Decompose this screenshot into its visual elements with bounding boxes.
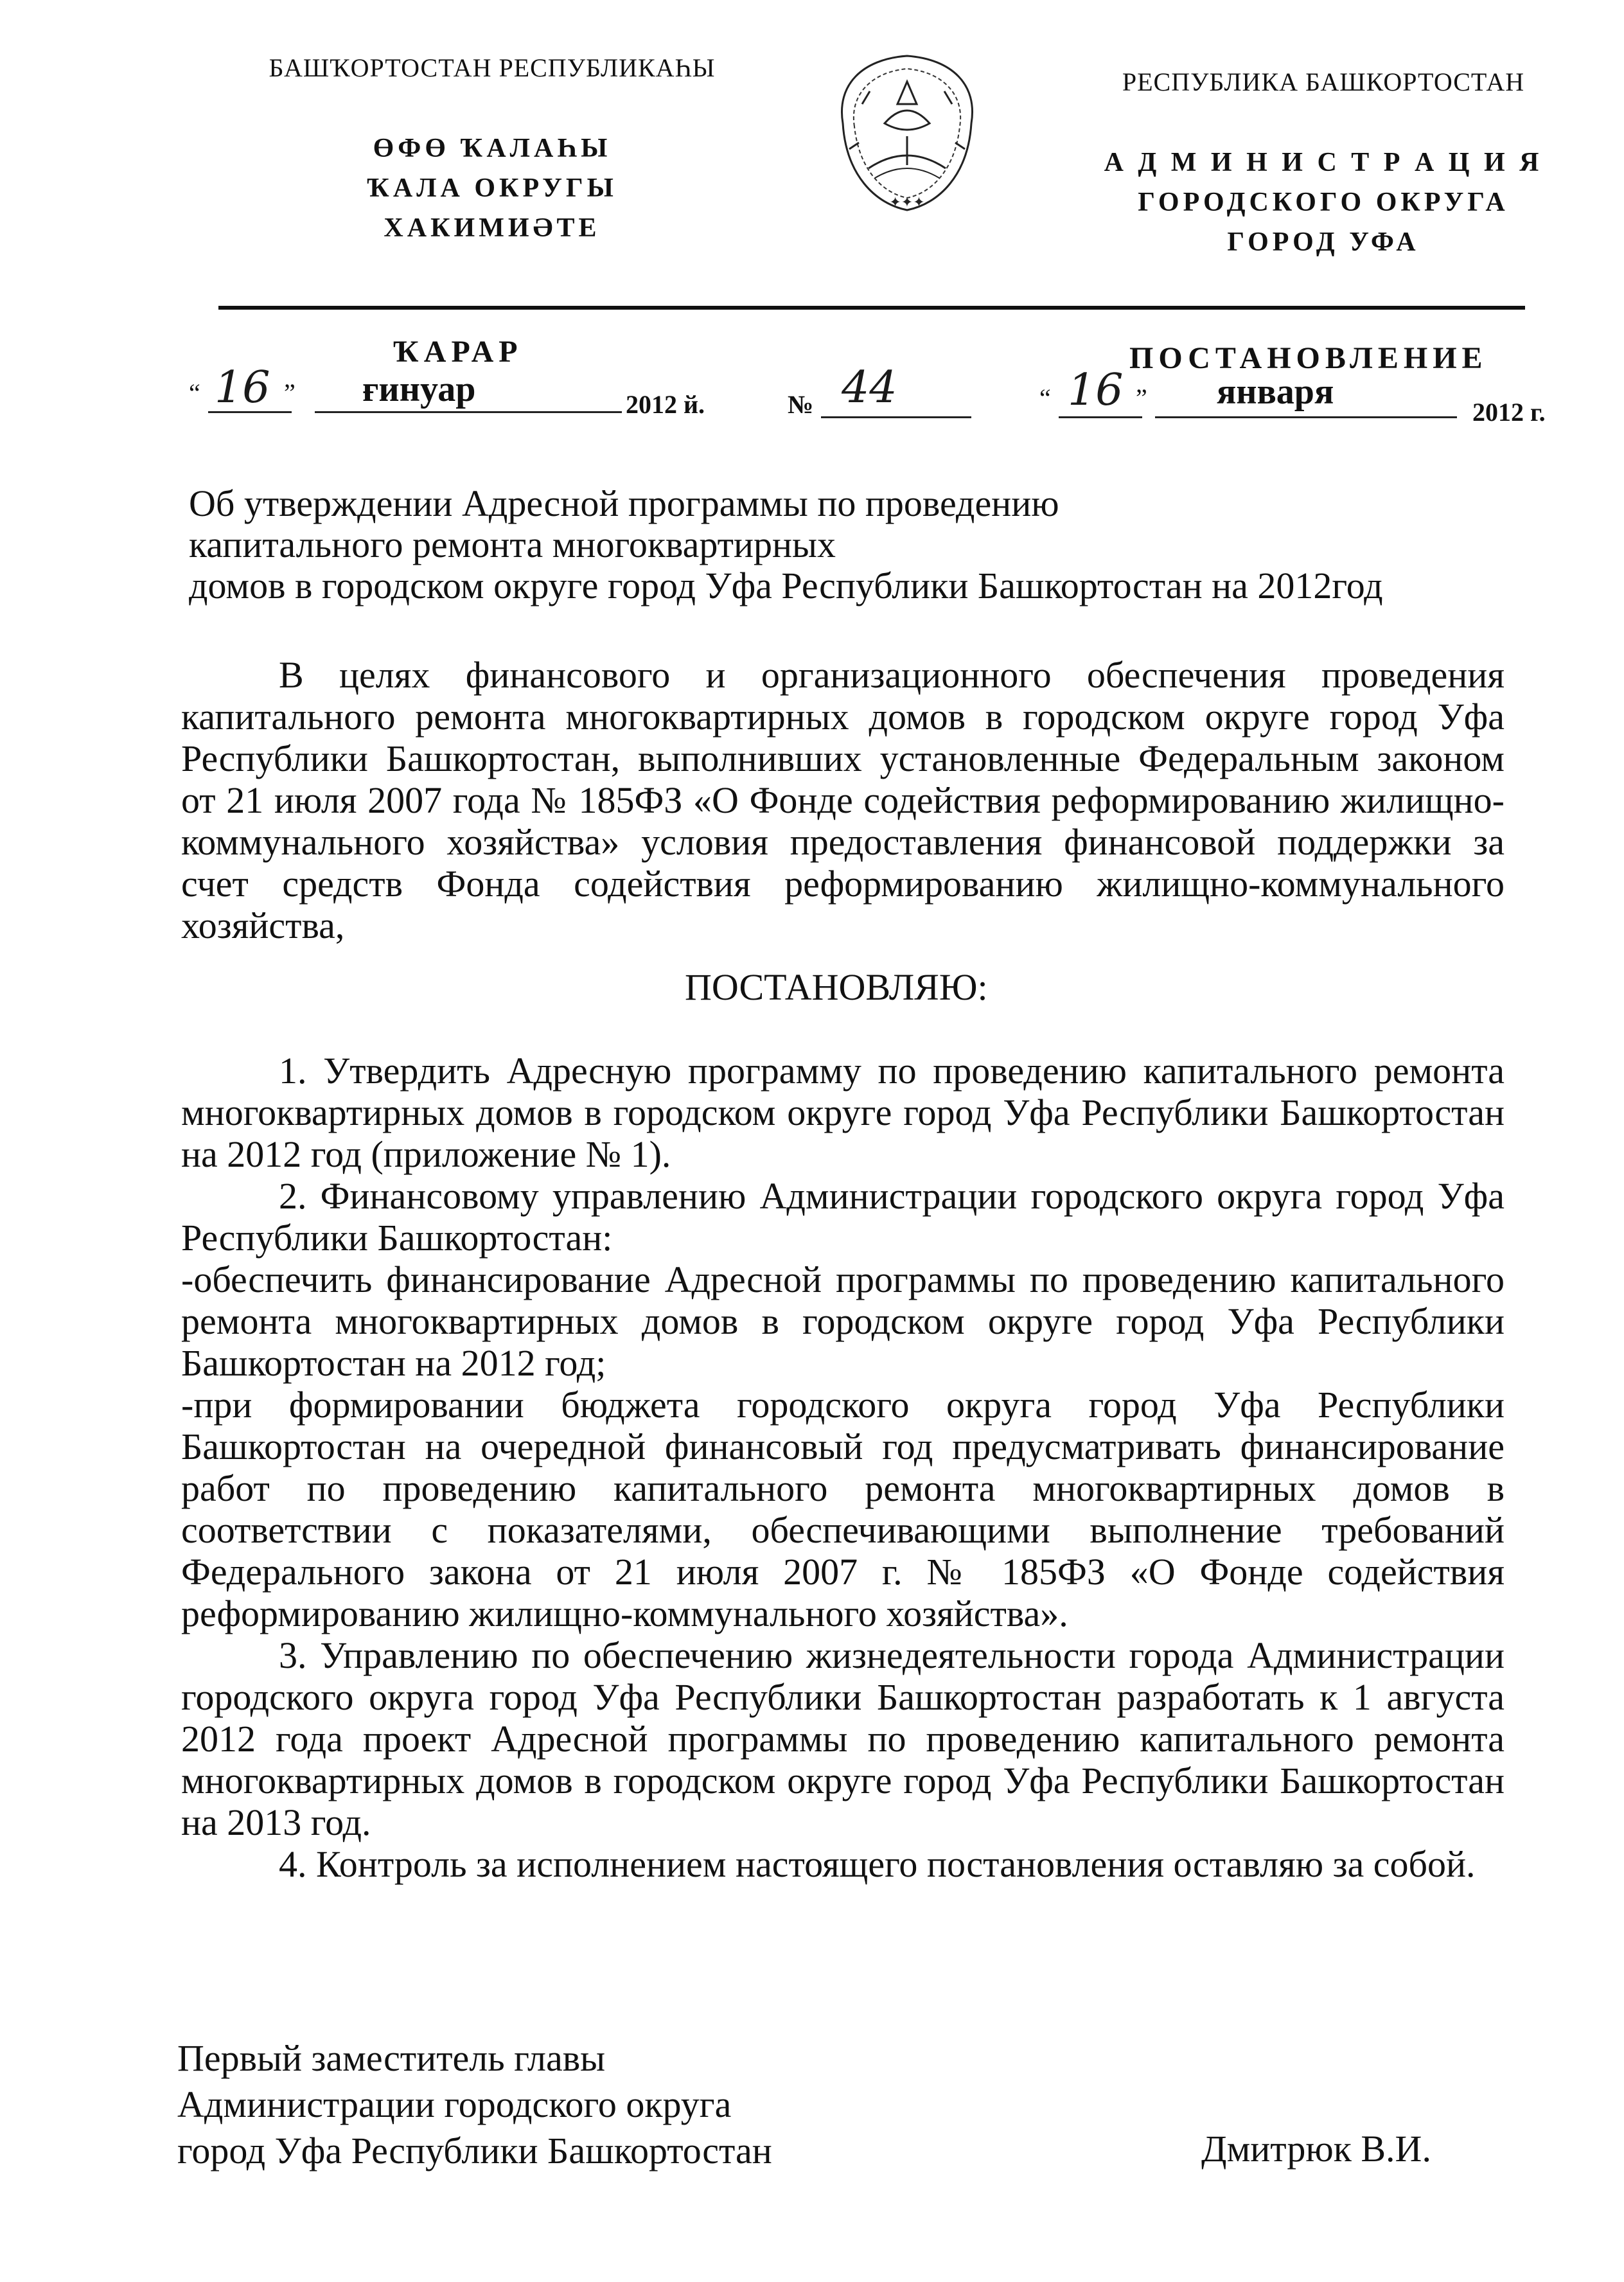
header-right-line1: РЕСПУБЛИКА БАШКОРТОСТАН xyxy=(1122,67,1525,96)
header-right-org xyxy=(1066,143,1580,262)
header-right-line3: ГОРОДСКОГО ОКРУГА xyxy=(1138,188,1509,217)
header-left-line1: БАШҠОРТОСТАН РЕСПУБЛИКАҺЫ xyxy=(269,53,716,82)
item-3: 3. Управлению по обеспечению жизнедеятельности города Администрации городского округа город Уфа Республики Башкортостан разработать к 1 августа 2012 года проект Адресной программы по проведению капитального ремонта многоквартирных домов в городском округе город Уфа Республики Башкортостан на 2013 год. xyxy=(181,1634,1505,1843)
header-left-line2: ӨФӨ ҠАЛАҺЫ xyxy=(373,134,612,163)
right-date-day: 16 xyxy=(1068,365,1124,416)
signature-line1: Первый заместитель главы xyxy=(177,2037,606,2079)
signature-line2: Администрации городского округа xyxy=(177,2083,732,2125)
left-date-close-quote: ” xyxy=(284,378,296,407)
header-left-line3: ҠАЛА ОКРУГЫ xyxy=(367,173,617,203)
left-date-day: 16 xyxy=(215,362,270,413)
header-left-line4: ХАКИМИӘТЕ xyxy=(384,213,601,243)
svg-text:✦✦✦: ✦✦✦ xyxy=(889,194,925,210)
right-date-year: 2012 г. xyxy=(1472,398,1546,427)
coat-of-arms-emblem xyxy=(824,46,991,220)
number-value: 44 xyxy=(842,362,897,413)
header-divider xyxy=(218,306,1525,310)
title-line1: Об утверждении Адресной программы по проведению xyxy=(189,482,1059,524)
item-4: 4. Контроль за исполнением настоящего постановления оставляю за собой. xyxy=(279,1843,1476,1885)
header-left-org xyxy=(203,128,781,248)
decree-number xyxy=(788,362,993,424)
right-date-open-quote: “ xyxy=(1039,384,1052,412)
item-2-b: -при формировании бюджета городского округа город Уфа Республики Башкортостан на очередной финансовый год предусматривать финансирование работ по проведению капитального ремонта многоквартирных домов в соответствии с показателями, обеспечивающими выполнение требований Федерального закона от 21 июля 2007 г. № 185ФЗ «О Фонде содействия реформированию жилищно-коммунального хозяйства». xyxy=(181,1384,1505,1634)
preamble-block xyxy=(181,654,1505,946)
right-date-line xyxy=(1039,365,1579,429)
header-right-line2: А Д М И Н И С Т Р А Ц И Я xyxy=(1104,148,1543,177)
signature-block xyxy=(177,2035,1012,2174)
items-block xyxy=(181,1050,1505,1885)
item-2-a: -обеспечить финансирование Адресной программы по проведению капитального ремонта многоквартирных домов в городском округе город Уфа Республики Башкортостан на 2012 год; xyxy=(181,1259,1505,1384)
right-date-month: января xyxy=(1217,372,1334,412)
left-date-month: ғинуар xyxy=(362,369,476,409)
title-line3: домов в городском округе город Уфа Республики Башкортостан на 2012год xyxy=(189,565,1383,606)
left-date-year: 2012 й. xyxy=(626,390,705,419)
postanovlenie-label: ПОСТАНОВЛЕНИЕ xyxy=(1129,341,1488,375)
right-date-close-quote: ” xyxy=(1136,384,1148,412)
item-1: 1. Утвердить Адресную программу по проведению капитального ремонта многоквартирных домов в городском округе город Уфа Республики Башкортостан на 2012 год (приложение № 1). xyxy=(181,1050,1505,1175)
item-2-intro: 2. Финансовому управлению Администрации городского округа город Уфа Республики Башкортостан: xyxy=(181,1175,1505,1259)
preamble-paragraph: В целях финансового и организационного обеспечения проведения капитального ремонта многоквартирных домов в городском округе город Уфа Республики Башкортостан, выполнивших установленные Федеральным законом от 21 июля 2007 года № 185ФЗ «О Фонде содействия реформированию жилищно-коммунального хозяйства» условия предоставления финансовой поддержки за счет средств Фонда содействия реформированию жилищно-коммунального хозяйства, xyxy=(181,654,1505,946)
left-date-line xyxy=(189,362,735,424)
karar-label: ҠАРАР xyxy=(393,335,523,369)
header-right-line4: ГОРОД УФА xyxy=(1227,227,1420,257)
title-line2: капитального ремонта многоквартирных xyxy=(189,524,836,565)
left-date-open-quote: “ xyxy=(189,378,201,407)
header-left-republic xyxy=(203,53,781,83)
document-title xyxy=(189,483,1538,606)
header-right-republic xyxy=(1066,67,1580,97)
signature-line3: город Уфа Республики Башкортостан xyxy=(177,2130,772,2171)
number-label: № xyxy=(788,390,814,419)
resolve-heading: ПОСТАНОВЛЯЮ: xyxy=(685,966,988,1008)
signatory-name: Дмитрюк В.И. xyxy=(1201,2128,1431,2170)
